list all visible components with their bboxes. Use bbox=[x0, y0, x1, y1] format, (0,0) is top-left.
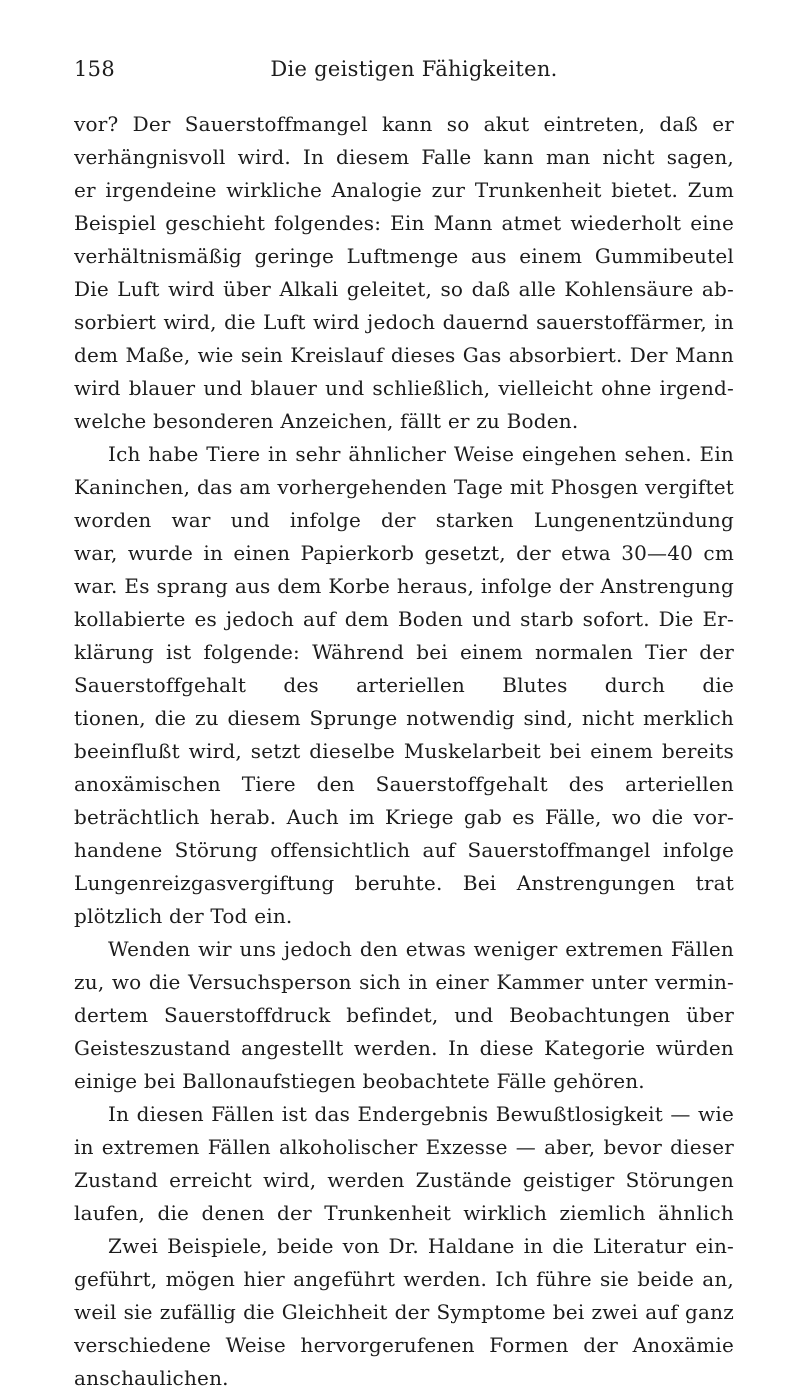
text-line: zu, wo die Versuchsperson sich in einer Kammer unter vermin- bbox=[74, 970, 734, 994]
text-line: beträchtlich herab. Auch im Kriege gab es Fälle, wo die vor- bbox=[74, 805, 734, 829]
text-line: anoxämischen Tiere den Sauerstoffgehalt des arteriellen bbox=[74, 772, 734, 796]
text-line: er irgendeine wirkliche Analogie zur Trunkenheit bietet. Zum bbox=[74, 178, 734, 202]
text-line: Ich habe Tiere in sehr ähnlicher Weise eingehen sehen. Ein bbox=[108, 442, 734, 466]
text-line: Zustand erreicht wird, werden Zustände geistiger Störungen bbox=[74, 1168, 734, 1192]
text-line: weil sie zufällig die Gleichheit der Symptome bei zwei auf ganz bbox=[74, 1300, 734, 1324]
text-line: war, wurde in einen Papierkorb gesetzt, der etwa 30—40 cm bbox=[74, 541, 734, 565]
text-line: Zwei Beispiele, beide von Dr. Haldane in die Literatur ein- bbox=[108, 1234, 734, 1258]
text-line: einige bei Ballonaufstiegen beobachtete Fälle gehören. bbox=[74, 1069, 645, 1093]
text-line: Sauerstoffgehalt des arteriellen Blutes durch die bbox=[74, 673, 734, 697]
running-head: Die geistigen Fähigkeiten. bbox=[270, 57, 558, 81]
text-line: Kaninchen, das am vorhergehenden Tage mit Phosgen vergiftet bbox=[74, 475, 734, 499]
text-line: laufen, die denen der Trunkenheit wirklich ziemlich ähnlich bbox=[74, 1201, 734, 1225]
text-line: klärung ist folgende: Während bei einem normalen Tier der bbox=[74, 640, 734, 664]
page-number: 158 bbox=[74, 57, 115, 81]
text-line: kollabierte es jedoch auf dem Boden und starb sofort. Die Er- bbox=[74, 607, 734, 631]
text-line: plötzlich der Tod ein. bbox=[74, 904, 293, 928]
text-line: sorbiert wird, die Luft wird jedoch dauernd sauerstoffärmer, in bbox=[74, 310, 734, 334]
text-line: war. Es sprang aus dem Korbe heraus, infolge der Anstrengung bbox=[74, 574, 734, 598]
text-line: beeinflußt wird, setzt dieselbe Muskelarbeit bei einem bereits bbox=[74, 739, 734, 763]
text-line: verschiedene Weise hervorgerufenen Formen der Anoxämie bbox=[74, 1333, 734, 1357]
text-line: dem Maße, wie sein Kreislauf dieses Gas absorbiert. Der Mann bbox=[74, 343, 734, 367]
text-line: verhängnisvoll wird. In diesem Falle kann man nicht sagen, bbox=[74, 145, 734, 169]
body-text bbox=[74, 108, 734, 1395]
text-line: geführt, mögen hier angeführt werden. Ich führe sie beide an, bbox=[74, 1267, 734, 1291]
text-line: In diesen Fällen ist das Endergebnis Bewußtlosigkeit — wie bbox=[108, 1102, 734, 1126]
text-line: dertem Sauerstoffdruck befindet, und Beobachtungen über bbox=[74, 1003, 734, 1027]
text-line: Wenden wir uns jedoch den etwas weniger extremen Fällen bbox=[108, 937, 734, 961]
text-line: anschaulichen. bbox=[74, 1366, 229, 1390]
text-line: wird blauer und blauer und schließlich, vielleicht ohne irgend- bbox=[74, 376, 734, 400]
text-line: Die Luft wird über Alkali geleitet, so daß alle Kohlensäure ab- bbox=[74, 277, 734, 301]
text-line: vor? Der Sauerstoffmangel kann so akut eintreten, daß er bbox=[74, 112, 734, 136]
text-line: tionen, die zu diesem Sprunge notwendig sind, nicht merklich bbox=[74, 706, 734, 730]
text-line: worden war und infolge der starken Lungenentzündung bbox=[74, 508, 734, 532]
text-line: Beispiel geschieht folgendes: Ein Mann atmet wiederholt eine bbox=[74, 211, 734, 235]
text-line: welche besonderen Anzeichen, fällt er zu Boden. bbox=[74, 409, 579, 433]
text-line: verhältnismäßig geringe Luftmenge aus einem Gummibeutel bbox=[74, 244, 734, 268]
text-line: handene Störung offensichtlich auf Sauerstoffmangel infolge bbox=[74, 838, 734, 862]
text-line: Lungenreizgasvergiftung beruhte. Bei Anstrengungen trat bbox=[74, 871, 734, 895]
text-line: in extremen Fällen alkoholischer Exzesse — aber, bevor dieser bbox=[74, 1135, 734, 1159]
page-header bbox=[74, 57, 734, 85]
text-line: Geisteszustand angestellt werden. In diese Kategorie würden bbox=[74, 1036, 734, 1060]
